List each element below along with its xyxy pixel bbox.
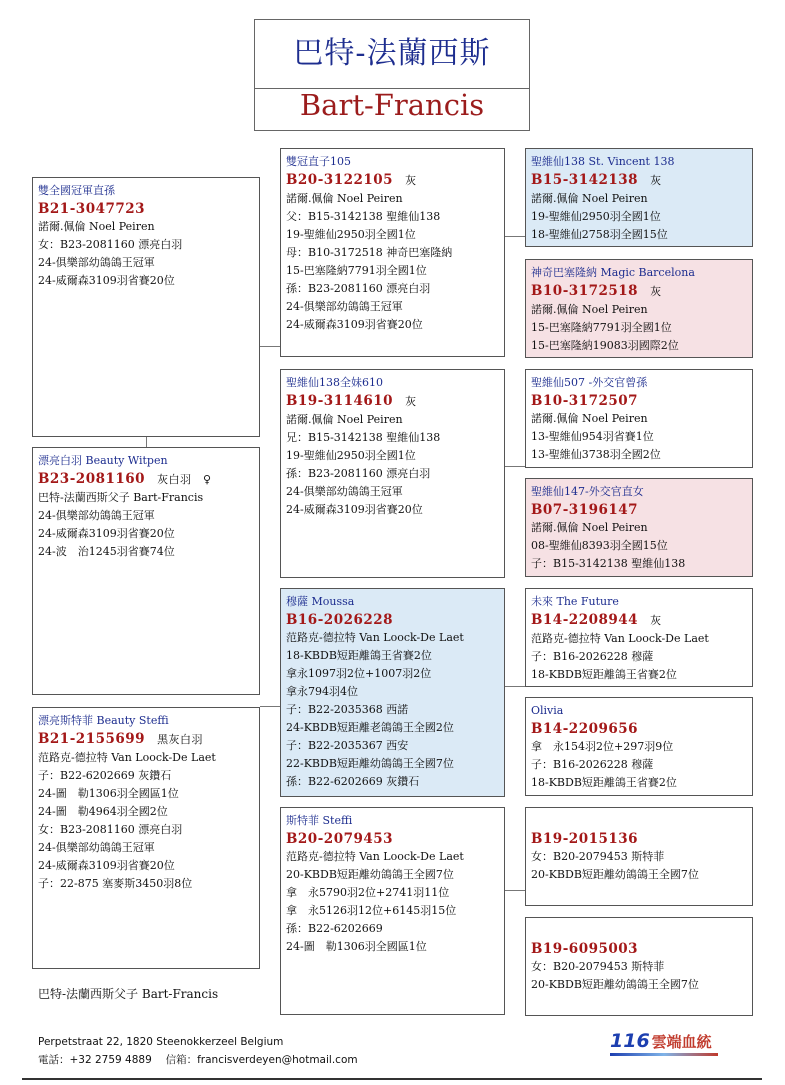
bird-info-line: 諾爾.佩倫 Noel Peiren (286, 192, 403, 205)
bird-info-line: 18-聖維仙2758羽全國15位 (531, 228, 668, 241)
bird-info-line: 15-巴塞隆納19083羽國際2位 (531, 339, 679, 352)
ring-number: B21-3047723 (38, 201, 146, 217)
bird-info-line: 子：B22-2035368 西諾 (286, 703, 409, 716)
bird-info-line: 24-俱樂部幼鴿鴿王冠軍 (38, 509, 155, 522)
bird-info-line: 15-巴塞隆納7791羽全國1位 (286, 264, 427, 277)
bird-info-line: 拿 永5126羽12位+6145羽15位 (286, 904, 457, 917)
bird-info-line: 女：B20-2079453 斯特菲 (531, 960, 665, 973)
bird-info-line: 19-聖維仙2950羽全國1位 (286, 228, 416, 241)
bird-info-line: 13-聖維仙954羽省賽1位 (531, 430, 654, 443)
pedigree-beauty-steffi (32, 707, 260, 969)
pedigree-father (280, 148, 505, 357)
ring-number: B15-3142138 灰 (531, 172, 662, 188)
bird-info-line: 諾爾.佩倫 Noel Peiren (38, 220, 155, 233)
bird-info-line: 拿永794羽4位 (286, 685, 358, 698)
bird-info-line: 女：B20-2079453 斯特菲 (531, 850, 665, 863)
bird-info-line: 24-波 治1245羽省賽74位 (38, 545, 175, 558)
ring-number: B23-2081160 灰白羽 ♀ (38, 471, 212, 487)
bird-info-line: 拿 永5790羽2位+2741羽11位 (286, 886, 450, 899)
bird-info-line: 15-巴塞隆納7791羽全國1位 (531, 321, 672, 334)
connector (505, 466, 525, 467)
logo-underline (610, 1053, 718, 1056)
bird-info-line: 兄：B15-3142138 聖維仙138 (286, 431, 441, 444)
bird-name: 雙冠直子105 (286, 155, 351, 168)
bird-info-line: 18-KBDB短距離鴿王省賽2位 (286, 649, 432, 662)
pedigree-sister-610 (280, 369, 505, 578)
ring-number: B14-2208944 灰 (531, 612, 662, 628)
pedigree-st-vincent-138 (525, 148, 753, 247)
bird-info-line: 13-聖維仙3738羽全國2位 (531, 448, 661, 461)
bird-info-line: 24-圖 勒4964羽全國2位 (38, 805, 168, 818)
bird-info-line: 子：B16-2026228 穆薩 (531, 650, 654, 663)
bird-name: 聖維仙138全妹610 (286, 376, 383, 389)
bird-info-line: 諾爾.佩倫 Noel Peiren (286, 413, 403, 426)
ring-number: B10-3172507 (531, 393, 639, 409)
bird-info-line: 子：B22-6202669 灰鑽石 (38, 769, 172, 782)
bird-info-line: 18-KBDB短距離鴿王省賽2位 (531, 776, 677, 789)
connector (260, 706, 280, 707)
bird-info-line: 24-KBDB短距離老鴿鴿王全國2位 (286, 721, 454, 734)
bird-info-line: 19-聖維仙2950羽全國1位 (531, 210, 661, 223)
bird-info-line: 22-KBDB短距離幼鴿鴿王全國7位 (286, 757, 454, 770)
bird-info-line: 孫：B23-2081160 漂亮白羽 (286, 282, 431, 295)
pedigree-b19-6095003 (525, 917, 753, 1016)
bird-info-line: 20-KBDB短距離幼鴿鴿王全國7位 (286, 868, 454, 881)
bird-name: 漂亮斯特菲 Beauty Steffi (38, 714, 169, 727)
ring-number: B19-3114610 灰 (286, 393, 417, 409)
pedigree-olivia (525, 697, 753, 796)
address-line: Perpetstraat 22, 1820 Steenokkerzeel Belgium (38, 1036, 284, 1048)
bird-info-line: 24-俱樂部幼鴿鴿王冠軍 (286, 300, 403, 313)
pedigree-b19-2015136 (525, 807, 753, 906)
bird-name: 聖維仙147-外交官直女 (531, 485, 644, 498)
bird-info-line: 諾爾.佩倫 Noel Peiren (531, 412, 648, 425)
title-chinese: 巴特-法蘭西斯 (255, 28, 529, 89)
connector (505, 890, 525, 891)
ring-number: B19-6095003 (531, 941, 639, 957)
connector (260, 346, 280, 347)
bird-info-line: 孫：B23-2081160 漂亮白羽 (286, 467, 431, 480)
site-logo (610, 1030, 720, 1056)
bird-info-line: 拿永1097羽2位+1007羽2位 (286, 667, 432, 680)
bird-info-line: 24-威爾森3109羽省賽20位 (38, 859, 175, 872)
ring-number: B20-2079453 (286, 831, 394, 847)
bird-info-line: 子：B22-2035367 西安 (286, 739, 409, 752)
ring-number: B20-3122105 灰 (286, 172, 417, 188)
bird-info-line: 母：B10-3172518 神奇巴塞隆納 (286, 246, 453, 259)
bird-name: 穆薩 Moussa (286, 595, 355, 608)
bird-info-line: 子：22-875 塞麥斯3450羽8位 (38, 877, 193, 890)
title-english: Bart-Francis (299, 88, 485, 122)
title-box (254, 19, 530, 131)
bird-info-line: 子：B15-3142138 聖維仙138 (531, 557, 686, 570)
bird-name: 斯特菲 Steffi (286, 814, 353, 827)
bird-info-line: 24-威爾森3109羽省賽20位 (38, 527, 175, 540)
ring-number: B21-2155699 黑灰白羽 (38, 731, 204, 747)
bird-info-line: 24-圖 勒1306羽全國區1位 (38, 787, 179, 800)
pedigree-the-future (525, 588, 753, 687)
bird-info-line: 范路克-德拉特 Van Loock-De Laet (286, 631, 464, 644)
bird-name: 漂亮白羽 Beauty Witpen (38, 454, 168, 467)
ring-number: B14-2209656 (531, 721, 639, 737)
contact-line: 電話：+32 2759 4889 信箱：francisverdeyen@hotmail.com (38, 1054, 358, 1066)
bird-info-line: 24-圖 勒1306羽全國區1位 (286, 940, 427, 953)
bird-name: 未來 The Future (531, 595, 619, 608)
pedigree-st-vincent-147 (525, 478, 753, 577)
bird-info-line: 24-俱樂部幼鴿鴿王冠軍 (38, 256, 155, 269)
bird-info-line: 拿 永154羽2位+297羽9位 (531, 740, 674, 753)
bird-info-line: 父：B15-3142138 聖維仙138 (286, 210, 441, 223)
bird-info-line: 24-威爾森3109羽省賽20位 (38, 274, 175, 287)
pedigree-dam (32, 447, 260, 695)
logo-number: 116 (610, 1030, 650, 1052)
bird-info-line: 20-KBDB短距離幼鴿鴿王全國7位 (531, 868, 699, 881)
bird-name: 聖維仙138 St. Vincent 138 (531, 155, 675, 168)
bird-info-line: 范路克-德拉特 Van Loock-De Laet (531, 632, 709, 645)
bird-info-line: 08-聖維仙8393羽全國15位 (531, 539, 668, 552)
bird-info-line: 諾爾.佩倫 Noel Peiren (531, 192, 648, 205)
contact-block (38, 1033, 358, 1069)
bird-info-line: 24-俱樂部幼鴿鴿王冠軍 (286, 485, 403, 498)
bird-info-line: 范路克-德拉特 Van Loock-De Laet (38, 751, 216, 764)
bird-info-line: 20-KBDB短距離幼鴿鴿王全國7位 (531, 978, 699, 991)
logo-text: 雲端血統 (651, 1033, 712, 1051)
pedigree-moussa (280, 588, 505, 797)
connector (505, 686, 525, 687)
bird-info-line: 范路克-德拉特 Van Loock-De Laet (286, 850, 464, 863)
ring-number: B16-2026228 (286, 612, 394, 628)
bird-info-line: 19-聖維仙2950羽全國1位 (286, 449, 416, 462)
ring-number: B07-3196147 (531, 502, 639, 518)
bird-info-line: 子：B16-2026228 穆薩 (531, 758, 654, 771)
bird-info-line: 24-俱樂部幼鴿鴿王冠軍 (38, 841, 155, 854)
bottom-rule (22, 1078, 762, 1080)
ring-number: B10-3172518 灰 (531, 283, 662, 299)
connector (146, 437, 147, 447)
bird-info-line: 巴特-法蘭西斯父子 Bart-Francis (38, 491, 204, 504)
bird-info-line: 24-威爾森3109羽省賽20位 (286, 503, 423, 516)
connector (505, 236, 525, 237)
bird-info-line: 諾爾.佩倫 Noel Peiren (531, 521, 648, 534)
ring-number: B19-2015136 (531, 831, 639, 847)
bird-info-line: 孫：B22-6202669 灰鑽石 (286, 775, 420, 788)
pedigree-subject (32, 177, 260, 437)
pedigree-st-vincent-507 (525, 369, 753, 468)
bird-info-line: 諾爾.佩倫 Noel Peiren (531, 303, 648, 316)
bird-info-line: 女：B23-2081160 漂亮白羽 (38, 823, 183, 836)
bird-name: Olivia (531, 704, 564, 717)
pedigree-magic-barcelona (525, 259, 753, 358)
bird-info-line: 24-威爾森3109羽省賽20位 (286, 318, 423, 331)
pedigree-steffi (280, 807, 505, 1015)
bird-info-line: 女：B23-2081160 漂亮白羽 (38, 238, 183, 251)
bird-name: 雙全國冠軍直孫 (38, 184, 115, 197)
bird-name: 神奇巴塞隆納 Magic Barcelona (531, 266, 695, 279)
bird-info-line: 18-KBDB短距離鴿王省賽2位 (531, 668, 677, 681)
bird-info-line: 孫：B22-6202669 (286, 922, 383, 935)
owner-name: 巴特-法蘭西斯父子 Bart-Francis (38, 987, 219, 1001)
bird-name: 聖維仙507 -外交官曾孫 (531, 376, 648, 389)
